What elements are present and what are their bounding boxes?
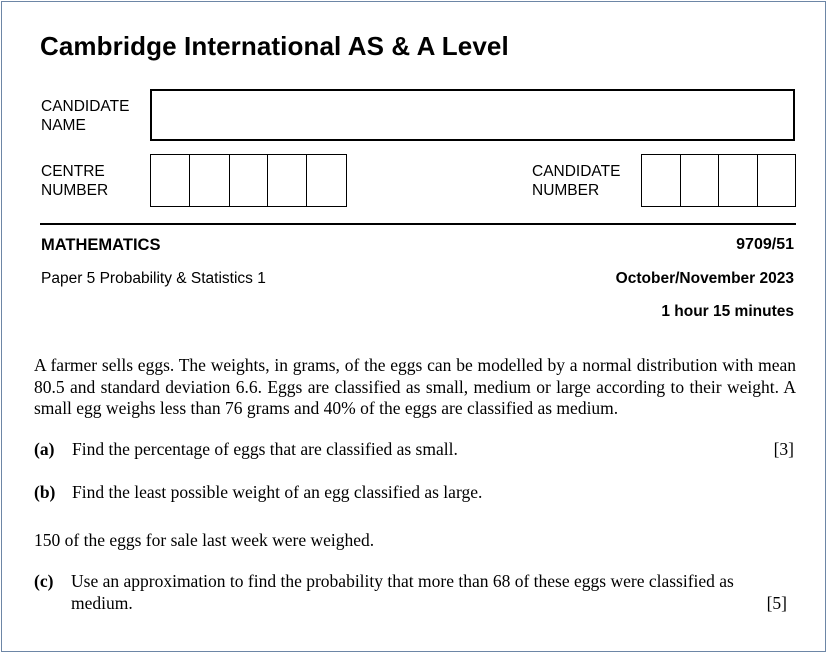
centre-number-cell[interactable] [151,155,190,206]
exam-duration: 1 hour 15 minutes [661,303,794,320]
header-divider [40,223,796,225]
part-b-label: (b) [34,482,56,502]
part-c-text-line1: Use an approximation to find the probability that more than 68 of these eggs were classified as [71,571,734,591]
exam-session: October/November 2023 [615,270,794,287]
centre-number-cell[interactable] [190,155,229,206]
candidate-name-field[interactable] [150,89,795,141]
candidate-number-label-line1: CANDIDATE [532,163,621,180]
question-intro: A farmer sells eggs. The weights, in grams, of the eggs can be modelled by a normal distribution with mean 80.5 and standard deviation 6.6. Eggs are classified as small, medium or large according to their weight. A small egg weighs less than 76 grams and 40% of the eggs are classified as medium. [34,355,796,418]
part-b-text: Find the least possible weight of an egg classified as large. [72,482,483,502]
candidate-name-label-line1: CANDIDATE [41,98,130,115]
paper-name: Paper 5 Probability & Statistics 1 [41,270,266,287]
exam-page [1,1,826,652]
centre-number-cell[interactable] [230,155,269,206]
candidate-number-cell[interactable] [719,155,758,206]
candidate-number-label-line2: NUMBER [532,182,600,199]
part-c-text-line2: medium. [71,592,133,613]
centre-number-label-line1: CENTRE [41,163,105,180]
candidate-name-label-line2: NAME [41,117,86,134]
part-a-marks: [3] [773,439,794,459]
candidate-number-label [532,162,620,200]
candidate-number-boxes[interactable] [641,154,796,207]
part-a-label: (a) [34,439,55,459]
candidate-number-cell[interactable] [642,155,681,206]
centre-number-label-line2: NUMBER [41,182,109,199]
part-a-text: Find the percentage of eggs that are classified as small. [72,439,458,459]
centre-number-cell[interactable] [268,155,307,206]
part-c-marks: [5] [766,593,787,613]
subject-title: MATHEMATICS [41,236,161,254]
centre-number-label [41,162,108,200]
paper-code: 9709/51 [736,236,794,253]
part-c-label: (c) [34,571,54,591]
page-title: Cambridge International AS & A Level [40,31,509,61]
question-interlude: 150 of the eggs for sale last week were weighed. [34,530,375,550]
centre-number-boxes[interactable] [150,154,347,207]
part-c-text [71,571,791,614]
candidate-number-cell[interactable] [681,155,720,206]
candidate-number-cell[interactable] [758,155,796,206]
centre-number-cell[interactable] [307,155,346,206]
candidate-name-label [41,97,129,135]
